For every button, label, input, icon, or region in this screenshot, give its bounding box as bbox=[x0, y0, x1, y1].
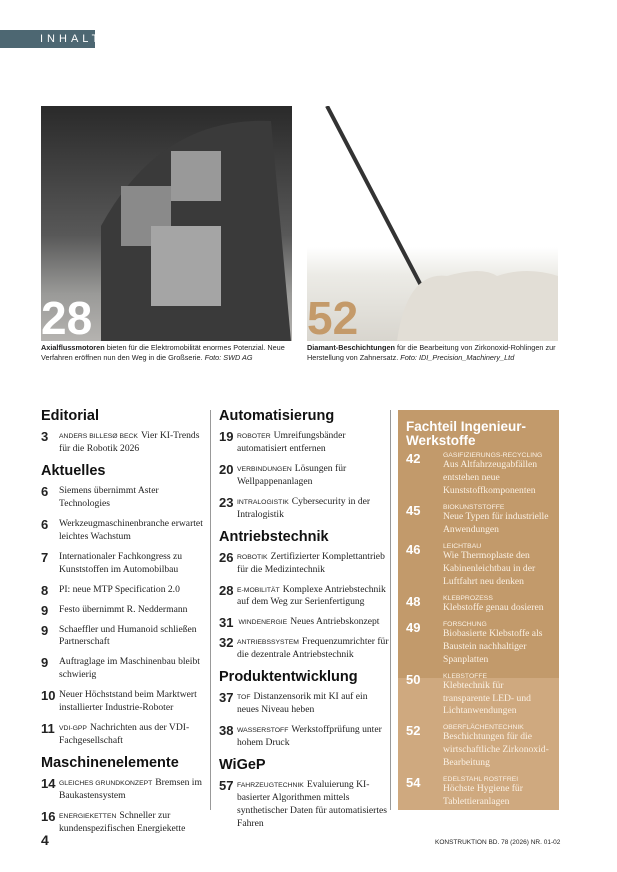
toc-entry[interactable] bbox=[219, 496, 391, 522]
toc-entry-body bbox=[59, 624, 206, 650]
toc-entry-body bbox=[59, 689, 206, 715]
toc-entry[interactable] bbox=[41, 518, 206, 544]
toc-entry-body bbox=[59, 777, 206, 803]
toc-kicker: VDI-GPP bbox=[59, 725, 87, 733]
toc-entry-body bbox=[443, 595, 544, 615]
toc-kicker: KLEBPROZESS bbox=[443, 594, 493, 602]
toc-page-number: 23 bbox=[219, 494, 234, 510]
toc-text: Neue Typen für industrielle Anwendungen bbox=[443, 511, 549, 536]
toc-page-number: 6 bbox=[41, 483, 49, 499]
diamond-coating-photo bbox=[307, 106, 558, 341]
toc-entry-body bbox=[443, 543, 551, 589]
toc-entry-body bbox=[237, 724, 391, 750]
toc-page-number: 16 bbox=[41, 808, 56, 824]
toc-text: Klebtechnik für transparente LED- und Lichtanwendungen bbox=[443, 679, 531, 717]
toc-page-number: 57 bbox=[219, 778, 234, 793]
toc-kicker: WINDENERGIE bbox=[238, 619, 288, 627]
toc-entry[interactable] bbox=[406, 452, 551, 498]
toc-text: Umreifungsbänder automatisiert entfernen bbox=[237, 430, 346, 454]
toc-entry-body bbox=[59, 551, 206, 577]
toc-page-number: 9 bbox=[41, 602, 49, 618]
toc-page-number: 11 bbox=[41, 721, 55, 737]
toc-page-number: 19 bbox=[219, 429, 234, 444]
toc-page-number: 52 bbox=[406, 723, 421, 739]
toc-kicker: TOF bbox=[237, 694, 251, 702]
toc-text: Schneller zur kundenspezifischen Energiekette bbox=[59, 809, 186, 834]
section-title: Automatisierung bbox=[219, 408, 335, 424]
toc-entry-body bbox=[443, 724, 551, 770]
toc-entry[interactable] bbox=[219, 430, 391, 456]
toc-text: Neues Antriebskonzept bbox=[290, 616, 380, 628]
toc-kicker: ROBOTER bbox=[237, 433, 271, 440]
toc-page-number: 45 bbox=[406, 503, 421, 519]
journal-info: KONSTRUKTION BD. 78 (2026) NR. 01-02 bbox=[435, 839, 561, 846]
toc-kicker: GLEICHES GRUNDKONZEPT bbox=[59, 780, 153, 787]
toc-entry-body bbox=[59, 485, 206, 511]
toc-entry[interactable] bbox=[219, 584, 391, 610]
toc-page-number: 50 bbox=[406, 671, 421, 687]
toc-entry-body bbox=[59, 604, 187, 617]
page-number-52: 52 bbox=[307, 292, 359, 341]
toc-entry[interactable] bbox=[41, 656, 206, 682]
section-header: INHALT bbox=[0, 30, 95, 48]
toc-entry[interactable] bbox=[41, 604, 206, 617]
toc-page-number: 46 bbox=[406, 542, 421, 558]
caption-text: für die Bearbeitung von Zirkonoxid-Rohlingen zur Herstellung von Zahnersatz. bbox=[307, 343, 556, 363]
toc-page-number: 6 bbox=[41, 516, 49, 532]
toc-text: Nachrichten aus der VDI-Fachgesellschaft bbox=[59, 722, 190, 747]
toc-text: Klebstoffe genau dosieren bbox=[443, 601, 544, 613]
toc-entry[interactable] bbox=[41, 430, 206, 456]
toc-kicker: VERBINDUNGEN bbox=[237, 465, 292, 473]
toc-text: Festo übernimmt R. Neddermann bbox=[59, 603, 188, 615]
toc-text: Aus Altfahrzeugabfällen entstehen neue Kunststoffkomponenten bbox=[443, 459, 538, 497]
toc-entry[interactable] bbox=[41, 722, 206, 748]
toc-page-number: 9 bbox=[41, 655, 49, 671]
toc-kicker: ROBOTIK bbox=[237, 553, 268, 561]
toc-entry[interactable] bbox=[41, 485, 206, 511]
section-title: WiGeP bbox=[219, 757, 266, 773]
toc-page-number: 42 bbox=[406, 451, 421, 467]
toc-entry[interactable] bbox=[219, 779, 391, 831]
toc-text: Komplexe Antriebstechnik auf dem Weg zur Serienfertigung bbox=[237, 583, 386, 608]
photo-credit: Foto: IDI_Precision_Machinery_Ltd bbox=[400, 353, 515, 363]
toc-page-number: 48 bbox=[406, 593, 421, 609]
toc-entry[interactable] bbox=[406, 543, 551, 589]
toc-entry[interactable] bbox=[219, 691, 391, 717]
toc-page-number: 3 bbox=[41, 429, 49, 444]
toc-text: Bremsen im Baukastensystem bbox=[59, 777, 202, 801]
section-title: Editorial bbox=[41, 408, 100, 424]
toc-kicker: EDELSTAHL ROSTFREI bbox=[443, 776, 519, 784]
toc-text: Frequenzumrichter für die dezentrale Antriebstechnik bbox=[237, 636, 389, 661]
section-title: Produktentwicklung bbox=[219, 669, 358, 686]
toc-page-number: 10 bbox=[41, 688, 56, 704]
toc-page-number: 28 bbox=[219, 582, 234, 598]
toc-entry[interactable] bbox=[219, 724, 391, 750]
toc-entry-body bbox=[59, 656, 206, 682]
toc-page-number: 8 bbox=[41, 582, 49, 598]
toc-kicker: ENERGIEKETTEN bbox=[59, 812, 117, 820]
toc-entry[interactable] bbox=[406, 724, 551, 770]
toc-entry-body bbox=[443, 776, 551, 809]
toc-entry[interactable] bbox=[406, 595, 551, 615]
toc-entry-body bbox=[59, 722, 206, 748]
toc-entry[interactable] bbox=[219, 551, 391, 577]
toc-page-number: 7 bbox=[41, 549, 49, 565]
toc-text: Vier KI-Trends für die Robotik 2026 bbox=[59, 430, 200, 454]
toc-entry-body bbox=[59, 518, 206, 544]
section-title: Fachteil Ingenieur-Werkstoffe bbox=[406, 419, 527, 449]
toc-kicker: BIOKUNSTSTOFFE bbox=[443, 504, 505, 512]
toc-kicker: E-MOBILITÄT bbox=[237, 586, 280, 594]
toc-entry-body bbox=[237, 430, 391, 456]
section-title: Antriebstechnik bbox=[219, 528, 329, 545]
toc-entry-body bbox=[443, 673, 551, 719]
toc-text: Evaluierung KI-basierter Algorithmen mittels synthetischer Daten für automatisiertes Fahren bbox=[237, 779, 387, 829]
toc-kicker: ANTRIEBSSYSTEM bbox=[237, 639, 299, 647]
toc-text: Schaeffler und Humanoid schließen Partnerschaft bbox=[59, 623, 197, 648]
caption-left bbox=[41, 343, 296, 363]
toc-entry-body bbox=[59, 810, 206, 836]
fachteil-box bbox=[398, 410, 559, 810]
toc-entry-body bbox=[237, 636, 391, 662]
toc-entry[interactable] bbox=[406, 621, 551, 667]
toc-entry-body bbox=[59, 584, 180, 597]
toc-page-number: 14 bbox=[41, 776, 56, 791]
toc-kicker: GASIFIZIERUNGS-RECYCLING bbox=[443, 452, 543, 460]
toc-page-number: 31 bbox=[219, 615, 234, 631]
toc-entry-body bbox=[59, 430, 206, 456]
toc-page-number: 32 bbox=[219, 635, 234, 651]
toc-text: Lösungen für Wellpappenanlagen bbox=[237, 462, 347, 487]
toc-text: Biobasierte Klebstoffe als Baustein nachhaltiger Spanplatten bbox=[443, 627, 543, 665]
toc-text: Wie Thermoplaste den Kabinenleichtbau in der Luftfahrt neu denken bbox=[443, 550, 536, 587]
divider bbox=[210, 410, 211, 810]
toc-page-number: 37 bbox=[219, 690, 234, 706]
toc-text: Beschichtungen für die wirtschaftliche Zirkonoxid-Bearbeitung bbox=[443, 731, 549, 769]
toc-text: Neuer Höchststand beim Marktwert installierter Industrie-Roboter bbox=[59, 689, 197, 714]
page-number-28: 28 bbox=[41, 292, 93, 341]
toc-entry[interactable] bbox=[41, 777, 206, 803]
toc-text: Werkzeugmaschinenbranche erwartet leichtes Wachstum bbox=[59, 517, 203, 542]
toc-entry[interactable] bbox=[406, 776, 551, 809]
toc-entry[interactable] bbox=[41, 624, 206, 650]
toc-entry-body bbox=[443, 621, 551, 667]
caption-right bbox=[307, 343, 562, 363]
photo-credit: Foto: SWD AG bbox=[204, 353, 253, 363]
toc-entry[interactable] bbox=[219, 616, 391, 629]
caption-bold: Axialflussmotoren bbox=[41, 343, 105, 352]
toc-entry-body bbox=[237, 691, 391, 717]
toc-text: Höchste Hygiene für Tablettieranlagen bbox=[443, 783, 523, 808]
toc-kicker: ANDERS BILLESØ BECK bbox=[59, 433, 138, 440]
toc-entry[interactable] bbox=[41, 810, 206, 836]
toc-column-1 bbox=[41, 408, 206, 843]
caption-bold: Diamant-Beschichtungen bbox=[307, 343, 395, 352]
toc-kicker: INTRALOGISTIK bbox=[237, 498, 289, 506]
toc-text: Siemens übernimmt Aster Technologies bbox=[59, 484, 159, 509]
toc-entry[interactable] bbox=[41, 584, 206, 597]
toc-entry[interactable] bbox=[41, 689, 206, 715]
axial-flux-motor-photo bbox=[41, 106, 292, 341]
toc-text: Cybersecurity in der Intralogistik bbox=[237, 495, 371, 520]
section-title: Maschinenelemente bbox=[41, 755, 179, 771]
toc-entry-body bbox=[237, 463, 391, 489]
toc-kicker: KLEBSTOFFE bbox=[443, 672, 488, 680]
caption-text: bieten für die Elektromobilität enormes Potenzial. Neue Verfahren eröffnen nun den Weg in die Großserie. bbox=[41, 343, 285, 363]
toc-entry-body bbox=[237, 779, 391, 831]
toc-page-number: 49 bbox=[406, 619, 421, 635]
toc-text: PI: neue MTP Specification 2.0 bbox=[59, 583, 180, 595]
toc-entry[interactable] bbox=[406, 504, 551, 537]
page-number: 4 bbox=[41, 832, 49, 848]
toc-kicker: LEICHTBAU bbox=[443, 543, 482, 551]
toc-entry-body bbox=[237, 551, 391, 577]
toc-text: Internationaler Fachkongress zu Kunststoffen im Automobilbau bbox=[59, 550, 183, 575]
toc-column-2 bbox=[219, 408, 391, 838]
toc-kicker: OBERFLÄCHENTECHNIK bbox=[443, 724, 524, 732]
toc-text: Zertifizierter Komplettantrieb für die Medizintechnik bbox=[237, 550, 385, 575]
toc-entry[interactable] bbox=[219, 463, 391, 489]
toc-entry-body bbox=[237, 496, 391, 522]
toc-entry-body bbox=[237, 584, 391, 610]
toc-text: Auftraglage im Maschinenbau bleibt schwierig bbox=[59, 656, 200, 681]
toc-page-number: 20 bbox=[219, 461, 234, 477]
toc-kicker: FORSCHUNG bbox=[443, 620, 487, 628]
toc-kicker: WASSERSTOFF bbox=[237, 727, 289, 735]
toc-entry-body bbox=[238, 616, 379, 629]
toc-text: Werkstoffprüfung unter hohem Druck bbox=[237, 724, 382, 749]
toc-text: Distanzensorik mit KI auf ein neues Niveau heben bbox=[237, 691, 368, 716]
toc-page-number: 38 bbox=[219, 723, 234, 739]
section-title: Aktuelles bbox=[41, 462, 106, 479]
toc-entry[interactable] bbox=[406, 673, 551, 719]
toc-page-number: 54 bbox=[406, 775, 421, 791]
toc-page-number: 9 bbox=[41, 622, 49, 638]
toc-entry[interactable] bbox=[41, 551, 206, 577]
toc-page-number: 26 bbox=[219, 549, 234, 565]
toc-entry-body bbox=[443, 452, 551, 498]
toc-entry[interactable] bbox=[219, 636, 391, 662]
toc-entry-body bbox=[443, 504, 551, 537]
toc-kicker: FAHRZEUGTECHNIK bbox=[237, 782, 304, 789]
